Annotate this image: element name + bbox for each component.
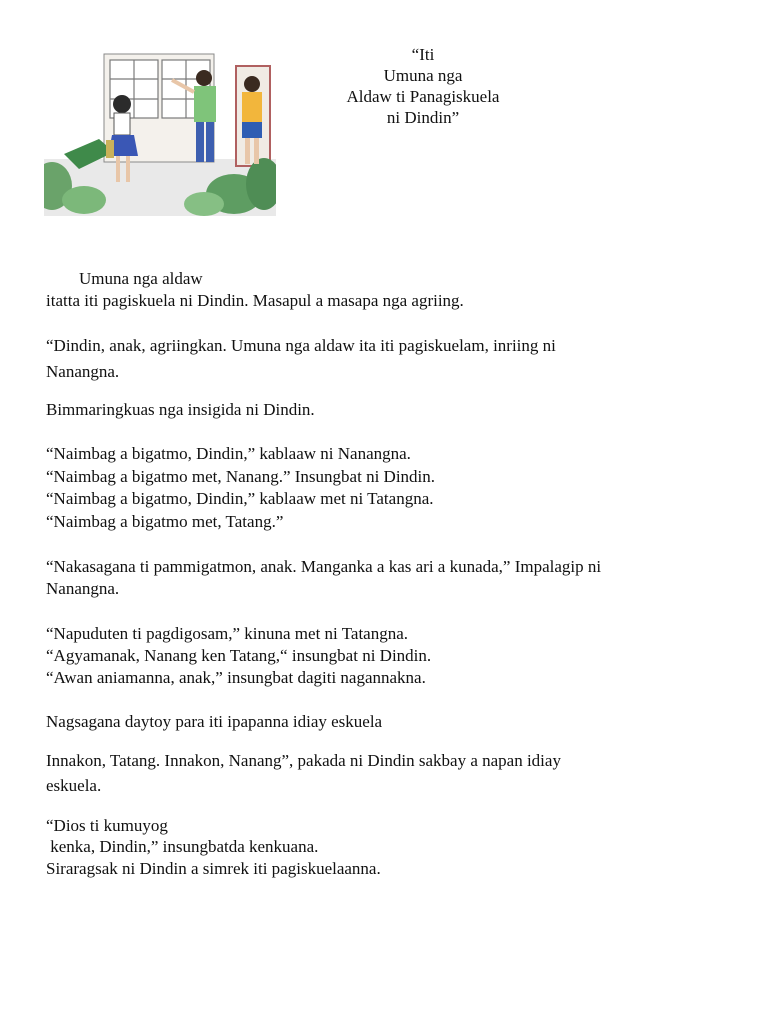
- title-line: Aldaw ti Panagiskuela: [346, 87, 500, 106]
- paragraph-line: Bimmaringkuas nga insigida ni Dindin.: [46, 400, 315, 419]
- paragraph-line: Nagsagana daytoy para iti ipapanna idiay eskuela: [46, 712, 383, 731]
- dialogue-line: “Naimbag a bigatmo met, Tatang.”: [46, 512, 284, 531]
- dialogue-line: “Awan aniamanna, anak,” insungbat dagiti nagannakna.: [46, 668, 426, 687]
- paragraph-line: Umuna nga aldaw: [79, 269, 203, 288]
- dialogue-line: “Naimbag a bigatmo, Dindin,” kablaaw ni Nanangna.: [46, 444, 411, 463]
- paragraph-line: kenka, Dindin,” insungbatda kenkuana.: [46, 837, 319, 856]
- dialogue-line: “Agyamanak, Nanang ken Tatang,“ insungbat ni Dindin.: [46, 646, 432, 665]
- paragraph-line: “Nakasagana ti pammigatmon, anak. Manganka a kas ari a kunada,” Impalagip ni: [46, 557, 602, 576]
- story-title: [300, 44, 546, 128]
- paragraph-line: Innakon, Tatang. Innakon, Nanang”, pakada ni Dindin sakbay a napan idiay: [46, 751, 561, 770]
- paragraph-line: Nanangna.: [46, 579, 120, 598]
- paragraph-line: “Dindin, anak, agriingkan. Umuna nga aldaw ita iti pagiskuelam, inriing ni: [46, 336, 556, 355]
- paragraph-line: itatta iti pagiskuela ni Dindin. Masapul a masapa nga agriing.: [46, 291, 464, 310]
- paragraph-line: Siraragsak ni Dindin a simrek iti pagiskuelaanna.: [46, 859, 381, 878]
- paragraph-line: “Dios ti kumuyog: [46, 816, 168, 835]
- paragraph-line: eskuela.: [46, 776, 102, 795]
- dialogue-line: “Naimbag a bigatmo, Dindin,” kablaaw met ni Tatangna.: [46, 489, 434, 508]
- dialogue-line: “Naimbag a bigatmo met, Nanang.” Insungbat ni Dindin.: [46, 467, 436, 486]
- paragraph-line: Nanangna.: [46, 362, 120, 381]
- title-line: Umuna nga: [383, 66, 463, 85]
- dialogue-line: “Napuduten ti pagdigosam,” kinuna met ni Tatangna.: [46, 624, 409, 643]
- story-illustration: [44, 44, 276, 216]
- title-line: ni Dindin”: [386, 108, 460, 127]
- title-line: “Iti: [411, 45, 435, 64]
